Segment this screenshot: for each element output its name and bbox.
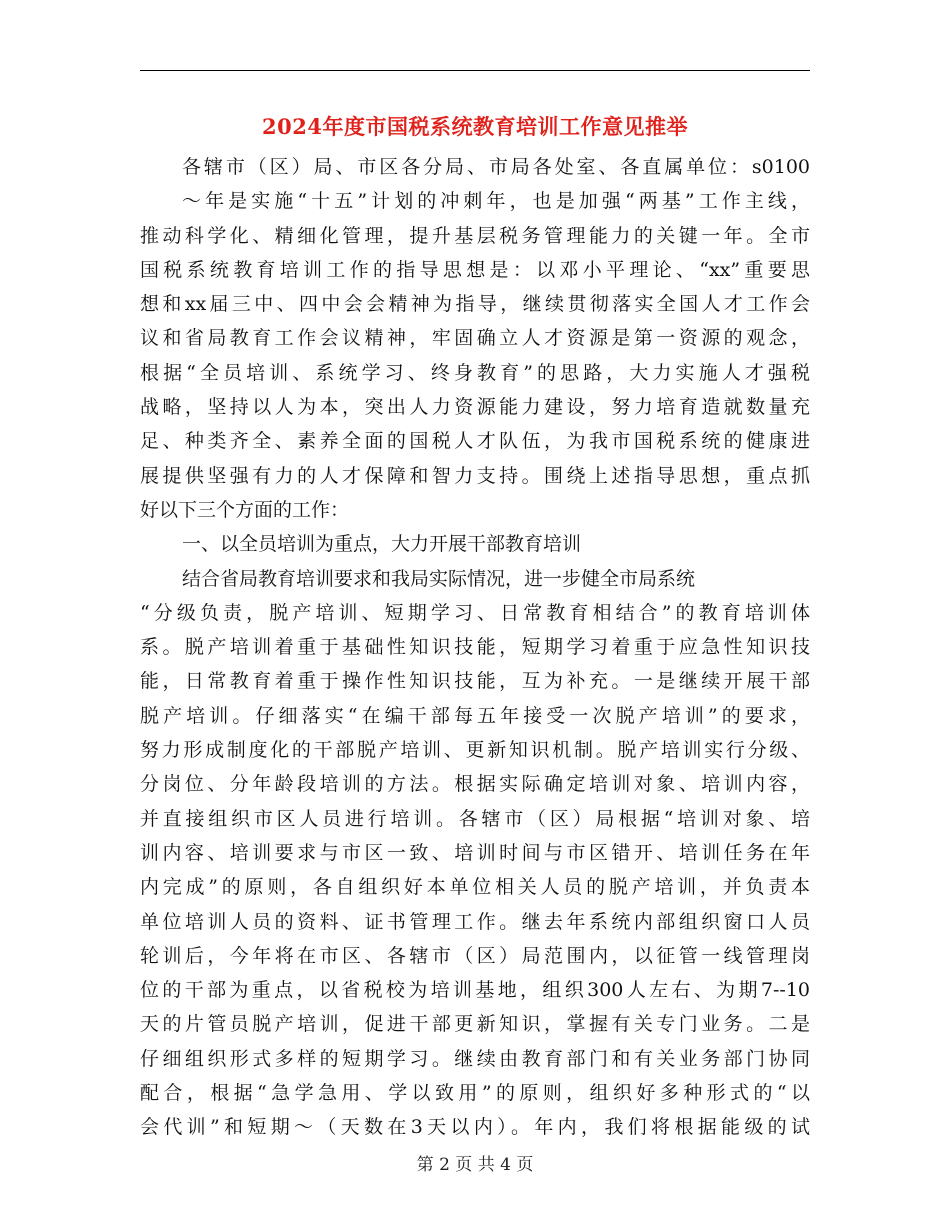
text-line: 单位培训人员的资料、证书管理工作。继去年系统内部组织窗口人员 <box>140 910 810 933</box>
text-line: 好以下三个方面的工作： <box>140 498 350 521</box>
text-line: 天的片管员脱产培训，促进干部更新知识，掌握有关专门业务。二是 <box>140 1013 810 1036</box>
header-rule <box>140 70 810 71</box>
text-line: “分级负责，脱产培训、短期学习、日常教育相结合”的教育培训体 <box>140 601 810 624</box>
text-line: 努力形成制度化的干部脱产培训、更新知识机制。脱产培训实行分级、 <box>140 739 810 762</box>
text-line: 一、以全员培训为重点，大力开展干部教育培训 <box>182 533 582 556</box>
text-line: 轮训后，今年将在市区、各辖市（区）局范围内，以征管一线管理岗 <box>140 944 810 967</box>
text-line: 内完成”的原则，各自组织好本单位相关人员的脱产培训，并负责本 <box>140 876 810 899</box>
text-line: 脱产培训。仔细落实“在编干部每五年接受一次脱产培训”的要求， <box>140 704 810 727</box>
text-line: 足、种类齐全、素养全面的国税人才队伍，为我市国税系统的健康进 <box>140 430 810 453</box>
text-line: 分岗位、分年龄段培训的方法。根据实际确定培训对象、培训内容， <box>140 773 810 796</box>
text-line: 推动科学化、精细化管理，提升基层税务管理能力的关键一年。全市 <box>140 224 810 247</box>
text-line: 展提供坚强有力的人才保障和智力支持。围绕上述指导思想，重点抓 <box>140 464 810 487</box>
page-footer: 第 2 页 共 4 页 <box>416 1155 534 1175</box>
text-line: 仔细组织形式多样的短期学习。继续由教育部门和有关业务部门协同 <box>140 1047 810 1070</box>
text-line: 位的干部为重点，以省税校为培训基地，组织300人左右、为期7--10 <box>140 979 810 1002</box>
document-body <box>140 150 810 1145</box>
text-line: 并直接组织市区人员进行培训。各辖市（区）局根据“培训对象、培 <box>140 807 810 830</box>
text-line: 战略，坚持以人为本，突出人力资源能力建设，努力培育造就数量充 <box>140 396 810 419</box>
text-line: 配合，根据“急学急用、学以致用”的原则，组织好多种形式的“以 <box>140 1082 810 1105</box>
text-line: 议和省局教育工作会议精神，牢固确立人才资源是第一资源的观念， <box>140 327 810 350</box>
text-line: 根据“全员培训、系统学习、终身教育”的思路，大力实施人才强税 <box>140 361 810 384</box>
text-line: 想和xx届三中、四中会会精神为指导，继续贯彻落实全国人才工作会 <box>140 293 810 316</box>
text-line: 能，日常教育着重于操作性知识技能，互为补充。一是继续开展干部 <box>140 670 810 693</box>
text-line: 各辖市（区）局、市区各分局、市局各处室、各直属单位：s0100 <box>182 156 810 178</box>
text-line: 国税系统教育培训工作的指导思想是：以邓小平理论、“xx”重要思 <box>140 258 810 281</box>
text-line: 系。脱产培训着重于基础性知识技能，短期学习着重于应急性知识技 <box>140 636 810 659</box>
text-line: ～年是实施“十五”计划的冲刺年，也是加强“两基”工作主线， <box>182 190 810 213</box>
text-line: 会代训”和短期～（天数在3天以内）。年内，我们将根据能级的试 <box>140 1116 810 1139</box>
text-line: 结合省局教育培训要求和我局实际情况，进一步健全市局系统 <box>182 567 696 590</box>
text-line: 训内容、培训要求与市区一致、培训时间与市区错开、培训任务在年 <box>140 841 810 864</box>
document-title: 2024年度市国税系统教育培训工作意见推举 <box>262 114 688 139</box>
